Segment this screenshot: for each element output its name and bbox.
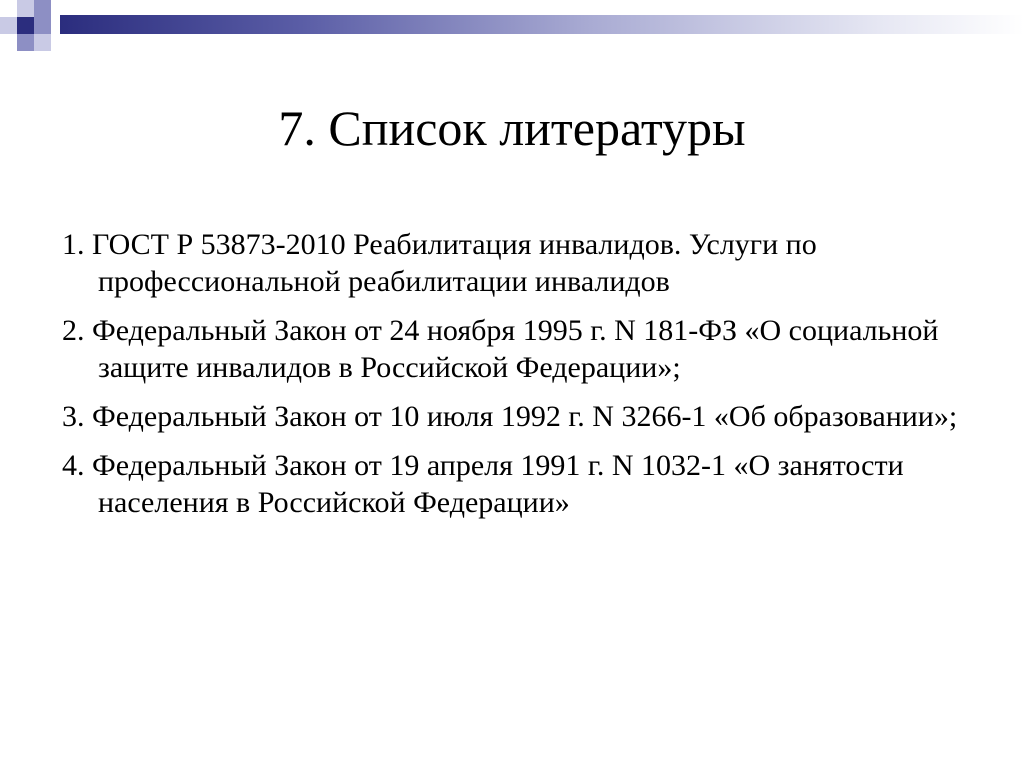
slide-title: 7. Список литературы [278,100,746,156]
decor-square [17,0,34,17]
reference-list [62,226,982,533]
corner-squares-decoration [0,0,60,60]
reference-item: 1. ГОСТ Р 53873-2010 Реабилитация инвалидов. Услуги по профессиональной реабилитации инвалидов [62,228,817,298]
reference-item: 3. Федеральный Закон от 10 июля 1992 г. N 3266-1 «Об образовании»; [62,400,958,433]
decor-square [34,0,51,17]
decor-square [34,34,51,51]
decor-square [0,17,17,34]
decor-square [17,34,34,51]
reference-item: 4. Федеральный Закон от 19 апреля 1991 г. N 1032-1 «О занятости населения в Российской Федерации» [62,449,904,519]
decor-square [34,17,51,34]
header-gradient-band [60,15,1024,34]
decor-square [17,17,34,34]
reference-item: 2. Федеральный Закон от 24 ноября 1995 г. N 181-ФЗ «О социальной защите инвалидов в Российской Федерации»; [62,314,939,384]
